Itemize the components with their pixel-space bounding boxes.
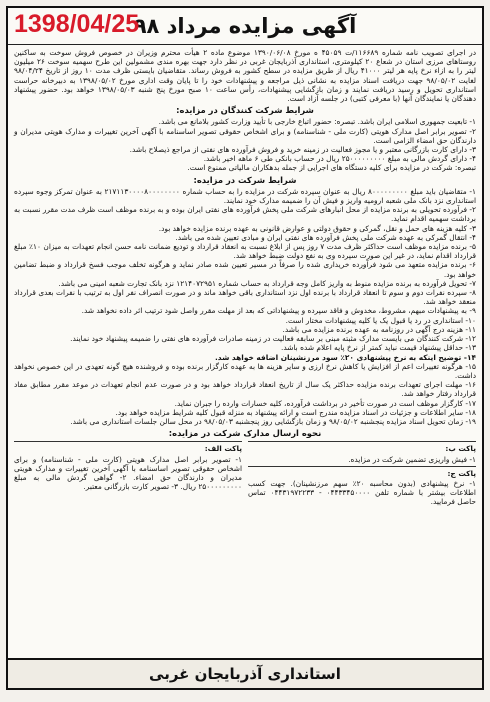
list-item: ۶- برنده مزایده متعهد می شود فرآورده خریداری شده را صرفاً در مسیر تعیین شده صادر نماید و هرگونه تخلف موجب فسخ قرارداد و ضبط تضامین خواهد بود. — [14, 260, 476, 279]
envelope-a-text: ۱- تصویر برابر اصل مدارک هویتی (کارت ملی - شناسنامه) و برای اشخاص حقوقی تصویر اساسنامه با آگهی آخرین تغییرات و مدارک هویتی مدیران و دارندگان حق امضاء. ۲- گواهی گردش مالی به مبلغ ۲۵۰۰۰۰۰۰۰۰۰ ریال. ۳- تصویر کارت بازرگانی معتبر. — [14, 454, 243, 492]
list-item: ۴- دارای گردش مالی به مبلغ ۲۵۰۰۰۰۰۰۰۰۰ ریال در حساب بانکی طی ۶ ماهه اخیر باشد. — [203, 154, 476, 164]
ad-body — [8, 45, 482, 510]
ad-page — [6, 6, 484, 690]
section1-title: شرایط شرکت کنندگان در مزایده: — [176, 105, 314, 116]
list-item: ۱۵- هرگونه تغییرات اعم از افزایش یا کاهش نرخ ارزی و سایر هزینه ها به عهده کارگزار برنده بوده و فروشنده هیچ گونه تعهدی در این خصوص نخواهد داشت. — [14, 361, 476, 380]
page-title: آگهی مزایده مرداد ۹۸ — [133, 14, 357, 38]
list-item: ۱۸- سایر اطلاعات و جزئیات در اسناد مزایده مندرج است و ارائه پیشنهاد به منزله قبول کلیه شرایط مزایده خواهد بود. — [115, 407, 476, 417]
envelope-b-title: پاکت ب: — [445, 444, 476, 454]
envelope-b-text: ۱- فیش واریزی تضمین شرکت در مزایده. — [348, 454, 476, 464]
section3-title: نحوه ارسال مدارک شرکت در مزایده: — [168, 428, 322, 439]
list-item: ۱۳- حداقل پیشنهاد قیمت نباید کمتر از نرخ پایه اعلام شده باشد. — [281, 343, 476, 353]
envelopes-row — [14, 441, 476, 506]
footer — [8, 658, 482, 688]
list-item: ۱- تابعیت جمهوری اسلامی ایران باشد. تبصره: حضور اتباع خارجی با تأیید وزارت کشور بلامانع می باشد. — [158, 117, 476, 127]
list-item: ۱۹- زمان تحویل اسناد مزایده پنجشنبه ۹۸/۰۵/۰۲ و زمان بازگشایی روز پنجشنبه ۹۸/۰۵/۰۳ در محل سالن جلسات استانداری می باشد. — [70, 416, 476, 426]
envelope-c-title: پاکت ج: — [447, 468, 476, 478]
envelope-b — [248, 441, 476, 506]
list-item: ۹- به پیشنهادات مبهم، مشروط، مخدوش و فاقد سپرده و پیشنهاداتی که بعد از مهلت مقرر واصل شود ترتیب اثر داده نخواهد شد. — [81, 306, 476, 316]
list-item: ۳- کلیه هزینه های حمل و نقل، گمرکی و حقوق دولتی و عوارض قانونی به عهده برنده مزایده خواهد بود. — [158, 223, 476, 233]
list-item: ۱۲- شرکت کنندگان می بایست مدارک مثبته مبنی بر سابقه فعالیت در زمینه صادرات فرآورده های نفتی را ضمیمه پیشنهاد خود نمایند. — [70, 334, 476, 344]
header — [8, 8, 482, 45]
section1-list — [14, 117, 476, 172]
list-item: ۱۴- توضیح اینکه به نرخ پیشنهادی ۲۰٪ سود مرزنشینان اضافه خواهد شد. — [215, 352, 476, 362]
list-item: ۳- دارای کارت بازرگانی معتبر و یا مجوز فعالیت در زمینه خرید و فروش فرآورده های نفتی از مراجع ذیصلاح باشد. — [129, 145, 476, 155]
list-item: ۱۷- کارگزار موظف است در صورت تأخیر در برداشت فرآورده، کلیه خسارات وارده را جبران نماید. — [174, 398, 476, 408]
footer-org-name: استانداری آذربایجان غربی — [149, 665, 341, 683]
date-stamp: 1398/04/25 — [14, 10, 140, 38]
list-item: ۱- متقاضیان باید مبلغ ۸۰۰۰۰۰۰۰۰۰ ریال به عنوان سپرده شرکت در مزایده را به حساب شماره ۲۱۷۱۱۳۰۰۰۰۸۰۰۰۰۰۰۰۰ به عنوان تمرکز وجوه سپرده استانداری نزد بانک ملی شعبه ارومیه واریز و فیش آن را ضمیمه مدارک خود نمایند. — [14, 186, 476, 206]
list-item: ۴- انتقال گمرکی به عهده شرکت ملی پخش فرآورده های نفتی ایران و مبادی تعیین شده می باشد. — [175, 232, 476, 242]
envelope-a — [14, 441, 242, 506]
list-item: ۷- تحویل فرآورده به برنده مزایده منوط به واریز کامل وجه قرارداد به حساب شماره ۱۲۱۴۰۷۲۹۵۱ نزد بانک تجارت شعبه امینی می باشد. — [58, 278, 476, 288]
list-item: ۱۱- هزینه درج آگهی در روزنامه به عهده برنده مزایده می باشد. — [282, 324, 476, 334]
intro-paragraph: در اجرای تصویب نامه شماره ۱۱۶۶۸۹/ت ۴۵۰۵۹ ه مورخ ۱۳۹۰/۰۶/۰۸ موضوع ماده ۲ هیأت محترم وزیران در خصوص فروش سوخت به ساکنین روستاهای مرزی استان در شعاع ۲۰ کیلومتری، استانداری آذربایجان غربی در نظر دارد جهت بهره مندی مشمولین این طرح سهمیه سوخت ۲۶ میلیون لیتر را به ازاء نرخ پایه هر لیتر ۴۱۰۰۰ ریال از طریق مزایده در سطح کشور به فروش رساند. متقاضیان بایستی ظرف مدت ۱۰ روز از تاریخ ۹۸/۰۴/۲۴ لغایت ۹۸/۰۵/۰۲ جهت دریافت اسناد مزایده به نشانی ذیل مراجعه و پیشنهادات خود را تا پایان وقت اداری مورخ ۱۳۹۸/۰۵/۰۲ به دبیرخانه حراست استانداری تحویل و رسید دریافت نمایند و زمان بازگشایی پیشنهادات، رأس ساعت ۱۰ صبح مورخ پنج شنبه ۱۳۹۸/۰۵/۰۳ خواهد بود. حضور پیشنهاد دهندگان یا نمایندگان آنها (با معرفی کتبی) در جلسه آزاد است. — [14, 48, 477, 104]
list-item: ۲- فرآورده تحویلی به برنده مزایده از محل انبارهای شرکت ملی پخش فرآورده های نفتی ایران بوده و به برنده موظف است ظرف مدت مقرر نسبت به برداشت سهمیه اقدام نماید. — [14, 205, 476, 224]
envelope-c-text: ۱- نرخ پیشنهادی (بدون محاسبه ۲۰٪ سهم مرزنشینان). جهت کسب اطلاعات بیشتر با شماره تلفن ۰۴۴۳۳۴۵۰۰۰۰ - ۰۴۴۳۱۹۷۲۲۳۳ تماس حاصل فرمایید. — [248, 478, 476, 507]
list-item: ۸- سپرده نفرات دوم و سوم تا انعقاد قرارداد با برنده اول نزد استانداری باقی خواهد ماند و در صورت انصراف نفر اول به ترتیب با نفرات بعدی قرارداد منعقد خواهد شد. — [14, 288, 476, 307]
list-item: ۲- تصویر برابر اصل مدارک هویتی (کارت ملی - شناسنامه) و برای اشخاص حقوقی تصویر اساسنامه با آگهی آخرین تغییرات و مدارک هویتی مدیران و دارندگان حق امضاء الزامی است. — [14, 126, 476, 145]
section2-title: شرایط شرکت در مزایده: — [193, 174, 297, 185]
list-item: تبصره: شرکت در مزایده برای کلیه دستگاه های اجرایی از جمله بدهکاران مالیاتی ممنوع است. — [187, 163, 476, 173]
list-item: ۵- برنده مزایده موظف است حداکثر ظرف مدت ۷ روز پس از ابلاغ نسبت به انعقاد قرارداد و تودیع ضمانت نامه حسن انجام تعهدات به میزان ۱۰٪ مبلغ قرارداد اقدام نماید، در غیر این صورت سپرده وی به نفع دولت ضبط خواهد شد. — [14, 242, 476, 261]
divider — [248, 466, 476, 467]
envelope-a-title: پاکت الف: — [204, 444, 242, 454]
section2-list — [14, 187, 476, 426]
list-item: ۱۰- استانداری در رد یا قبول یک یا کلیه پیشنهادات مختار است. — [285, 315, 476, 325]
list-item: ۱۶- مهلت اجرای تعهدات برنده مزایده حداکثر یک سال از تاریخ انعقاد قرارداد خواهد بود و در صورت عدم انجام تعهدات در موعد مقرر مطابق مفاد قرارداد رفتار خواهد شد. — [14, 380, 476, 399]
